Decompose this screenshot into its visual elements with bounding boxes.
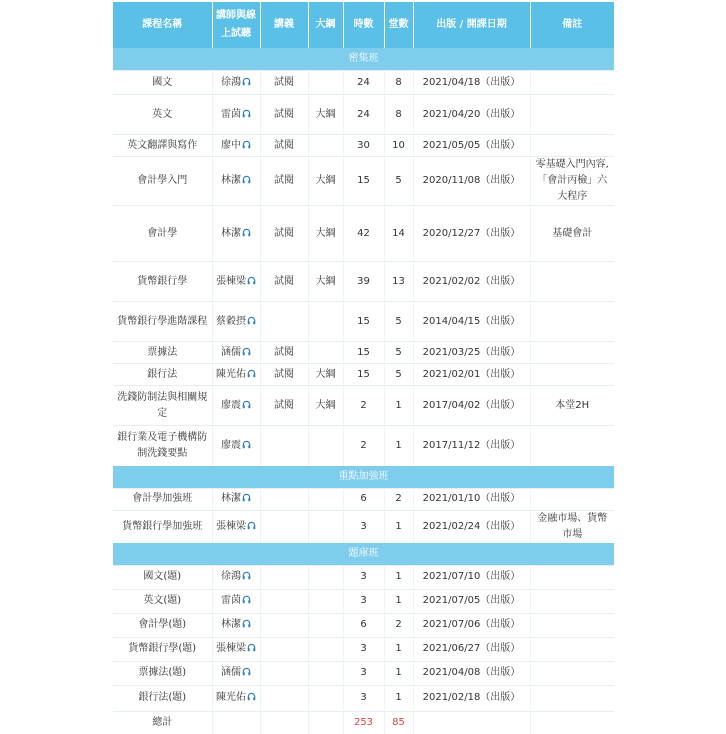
outline-link — [308, 71, 343, 95]
headphones-icon[interactable] — [247, 316, 256, 325]
outline-link — [308, 613, 343, 637]
hours-value: 3 — [343, 589, 384, 613]
teacher-name: 雷茵 — [221, 108, 241, 120]
outline-link[interactable]: 大綱 — [308, 157, 343, 206]
course-table — [113, 2, 614, 734]
total-empty — [212, 711, 260, 734]
handout-link[interactable]: 試閱 — [260, 135, 308, 157]
total-label: 總計 — [113, 711, 212, 734]
sessions-value: 8 — [384, 95, 413, 135]
hours-value: 3 — [343, 685, 384, 711]
hours-value: 3 — [343, 510, 384, 543]
date-value: 2021/04/20（出版） — [413, 95, 530, 135]
date-value: 2021/07/05（出版） — [413, 589, 530, 613]
teacher-name: 廖中 — [221, 139, 241, 151]
course-name: 票據法(題) — [113, 661, 212, 685]
table-row — [113, 135, 614, 157]
table-row — [113, 302, 614, 342]
handout-link[interactable]: 試閱 — [260, 386, 308, 426]
teacher-cell[interactable] — [212, 157, 260, 206]
date-value: 2021/03/25（出版） — [413, 342, 530, 364]
date-value: 2021/04/18（出版） — [413, 71, 530, 95]
date-value: 2020/11/08（出版） — [413, 157, 530, 206]
teacher-name: 涵儒 — [221, 667, 241, 678]
headphones-icon[interactable] — [247, 276, 256, 285]
course-name: 銀行法 — [113, 364, 212, 386]
course-name: 貨幣銀行學 — [113, 262, 212, 302]
table-row — [113, 386, 614, 426]
course-name: 英文 — [113, 95, 212, 135]
date-value: 2014/04/15（出版） — [413, 302, 530, 342]
teacher-cell[interactable] — [212, 262, 260, 302]
outline-link — [308, 426, 343, 466]
table-row — [113, 157, 614, 206]
sessions-value: 1 — [384, 510, 413, 543]
headphones-icon[interactable] — [242, 109, 251, 118]
headphones-icon[interactable] — [242, 571, 251, 580]
table-row — [113, 262, 614, 302]
note-value — [530, 95, 614, 135]
handout-link — [260, 302, 308, 342]
headphones-icon[interactable] — [242, 440, 251, 449]
sessions-value: 14 — [384, 206, 413, 262]
sessions-value: 1 — [384, 637, 413, 661]
headphones-icon[interactable] — [247, 643, 256, 652]
date-value: 2021/01/10（出版） — [413, 488, 530, 510]
outline-link — [308, 589, 343, 613]
teacher-cell[interactable] — [212, 637, 260, 661]
teacher-cell[interactable] — [212, 589, 260, 613]
total-empty — [308, 711, 343, 734]
hours-value: 15 — [343, 157, 384, 206]
table-row — [113, 510, 614, 543]
table-row — [113, 565, 614, 589]
teacher-name: 張棟梁 — [216, 520, 246, 532]
sessions-value: 2 — [384, 613, 413, 637]
handout-link[interactable]: 試閱 — [260, 157, 308, 206]
date-value: 2020/12/27（出版） — [413, 206, 530, 262]
outline-link — [308, 135, 343, 157]
teacher-name: 張棟梁 — [216, 643, 246, 654]
date-value: 2021/07/06（出版） — [413, 613, 530, 637]
note-value — [530, 685, 614, 711]
note-value — [530, 342, 614, 364]
date-value: 2021/04/08（出版） — [413, 661, 530, 685]
outline-link — [308, 302, 343, 342]
sessions-value: 1 — [384, 589, 413, 613]
headphones-icon[interactable] — [242, 140, 251, 149]
teacher-cell[interactable] — [212, 71, 260, 95]
course-name: 英文翻譯與寫作 — [113, 135, 212, 157]
teacher-cell[interactable] — [212, 342, 260, 364]
date-value: 2017/11/12（出版） — [413, 426, 530, 466]
outline-link[interactable]: 大綱 — [308, 262, 343, 302]
handout-link[interactable]: 試閱 — [260, 206, 308, 262]
note-value — [530, 262, 614, 302]
total-empty — [530, 711, 614, 734]
section-row — [113, 466, 614, 489]
table-row — [113, 206, 614, 262]
note-value — [530, 71, 614, 95]
teacher-cell[interactable] — [212, 426, 260, 466]
course-name: 銀行業及電子機構防制洗錢要點 — [113, 426, 212, 466]
note-value: 基礎會計 — [530, 206, 614, 262]
outline-link[interactable]: 大綱 — [308, 206, 343, 262]
teacher-name: 陳光佑 — [216, 692, 246, 703]
date-value: 2021/02/02（出版） — [413, 262, 530, 302]
handout-link[interactable]: 試閱 — [260, 71, 308, 95]
teacher-cell[interactable] — [212, 510, 260, 543]
teacher-cell[interactable] — [212, 685, 260, 711]
headphones-icon[interactable] — [242, 175, 251, 184]
table-row — [113, 661, 614, 685]
sessions-value: 1 — [384, 565, 413, 589]
handout-link — [260, 661, 308, 685]
header-hours: 時數 — [343, 2, 384, 48]
section-title: 密集班 — [113, 48, 614, 71]
outline-link — [308, 637, 343, 661]
table-row — [113, 364, 614, 386]
sessions-value: 1 — [384, 685, 413, 711]
note-value: 金融市場、貨幣市場 — [530, 510, 614, 543]
date-value: 2021/07/10（出版） — [413, 565, 530, 589]
hours-value: 2 — [343, 426, 384, 466]
note-value: 本堂2H — [530, 386, 614, 426]
teacher-name: 張棟梁 — [216, 275, 246, 287]
sessions-value: 5 — [384, 342, 413, 364]
sessions-value: 1 — [384, 386, 413, 426]
note-value — [530, 613, 614, 637]
outline-link — [308, 565, 343, 589]
header-teacher: 講師與線上試聽 — [212, 2, 260, 48]
hours-value: 2 — [343, 386, 384, 426]
hours-value: 6 — [343, 613, 384, 637]
course-name: 會計學入門 — [113, 157, 212, 206]
date-value: 2017/04/02（出版） — [413, 386, 530, 426]
header-sessions: 堂數 — [384, 2, 413, 48]
teacher-cell[interactable] — [212, 135, 260, 157]
teacher-name: 廖震 — [221, 439, 241, 451]
handout-link — [260, 510, 308, 543]
table-row — [113, 613, 614, 637]
course-name: 洗錢防制法與相關規定 — [113, 386, 212, 426]
outline-link — [308, 488, 343, 510]
course-name: 國文(題) — [113, 565, 212, 589]
section-row — [113, 48, 614, 71]
headphones-icon[interactable] — [247, 692, 256, 701]
teacher-name: 林潔 — [221, 493, 241, 504]
table-row — [113, 637, 614, 661]
handout-link — [260, 685, 308, 711]
note-value — [530, 135, 614, 157]
teacher-name: 陳光佑 — [216, 368, 246, 380]
header-note: 備註 — [530, 2, 614, 48]
date-value: 2021/02/18（出版） — [413, 685, 530, 711]
hours-value: 6 — [343, 488, 384, 510]
teacher-name: 林潔 — [221, 227, 241, 239]
total-sessions: 85 — [384, 711, 413, 734]
sessions-value: 5 — [384, 157, 413, 206]
note-value — [530, 637, 614, 661]
outline-link[interactable]: 大綱 — [308, 364, 343, 386]
headphones-icon[interactable] — [242, 493, 251, 502]
hours-value: 3 — [343, 637, 384, 661]
handout-link[interactable]: 試閱 — [260, 95, 308, 135]
table-row — [113, 71, 614, 95]
teacher-name: 徐鴻 — [221, 76, 241, 88]
outline-link — [308, 661, 343, 685]
course-name: 會計學加強班 — [113, 488, 212, 510]
date-value: 2021/02/01（出版） — [413, 364, 530, 386]
header-course: 課程名稱 — [113, 2, 212, 48]
handout-link — [260, 637, 308, 661]
hours-value: 15 — [343, 302, 384, 342]
total-empty — [413, 711, 530, 734]
header-row — [113, 2, 614, 48]
teacher-cell[interactable] — [212, 302, 260, 342]
course-name: 貨幣銀行學進階課程 — [113, 302, 212, 342]
sessions-value: 1 — [384, 661, 413, 685]
total-row — [113, 711, 614, 734]
headphones-icon[interactable] — [242, 347, 251, 356]
outline-link[interactable]: 大綱 — [308, 95, 343, 135]
section-row — [113, 543, 614, 566]
table-row — [113, 685, 614, 711]
teacher-cell[interactable] — [212, 206, 260, 262]
outline-link — [308, 510, 343, 543]
teacher-cell[interactable] — [212, 661, 260, 685]
headphones-icon[interactable] — [242, 228, 251, 237]
sessions-value: 2 — [384, 488, 413, 510]
course-name: 會計學 — [113, 206, 212, 262]
sessions-value: 1 — [384, 426, 413, 466]
hours-value: 15 — [343, 342, 384, 364]
teacher-name: 蔡穀摂 — [216, 315, 246, 327]
handout-link[interactable]: 試閱 — [260, 342, 308, 364]
handout-link — [260, 426, 308, 466]
course-name: 貨幣銀行學加強班 — [113, 510, 212, 543]
teacher-cell[interactable] — [212, 95, 260, 135]
note-value — [530, 488, 614, 510]
date-value: 2021/06/27（出版） — [413, 637, 530, 661]
date-value: 2021/02/24（出版） — [413, 510, 530, 543]
hours-value: 3 — [343, 661, 384, 685]
note-value — [530, 364, 614, 386]
course-name: 銀行法(題) — [113, 685, 212, 711]
section-title: 重點加強班 — [113, 466, 614, 489]
sessions-value: 8 — [384, 71, 413, 95]
header-outline: 大綱 — [308, 2, 343, 48]
teacher-name: 林潔 — [221, 619, 241, 630]
headphones-icon[interactable] — [242, 595, 251, 604]
hours-value: 39 — [343, 262, 384, 302]
handout-link — [260, 488, 308, 510]
outline-link — [308, 685, 343, 711]
sessions-value: 5 — [384, 302, 413, 342]
headphones-icon[interactable] — [242, 77, 251, 86]
handout-link — [260, 565, 308, 589]
table-row — [113, 95, 614, 135]
headphones-icon[interactable] — [242, 667, 251, 676]
handout-link — [260, 589, 308, 613]
header-handout: 講義 — [260, 2, 308, 48]
hours-value: 42 — [343, 206, 384, 262]
course-table-container — [113, 2, 614, 734]
hours-value: 30 — [343, 135, 384, 157]
headphones-icon[interactable] — [247, 521, 256, 530]
hours-value: 3 — [343, 565, 384, 589]
teacher-name: 雷茵 — [221, 595, 241, 606]
course-name: 英文(題) — [113, 589, 212, 613]
outline-link — [308, 342, 343, 364]
table-row — [113, 589, 614, 613]
teacher-cell[interactable] — [212, 386, 260, 426]
table-row — [113, 488, 614, 510]
course-name: 票據法 — [113, 342, 212, 364]
headphones-icon[interactable] — [247, 369, 256, 378]
handout-link[interactable]: 試閱 — [260, 364, 308, 386]
hours-value: 15 — [343, 364, 384, 386]
teacher-cell[interactable] — [212, 364, 260, 386]
teacher-name: 涵儒 — [221, 346, 241, 358]
teacher-name: 徐鴻 — [221, 571, 241, 582]
note-value: 零基礎入門內容,「會計丙檢」六大程序 — [530, 157, 614, 206]
header-date: 出版 / 開課日期 — [413, 2, 530, 48]
note-value — [530, 426, 614, 466]
sessions-value: 5 — [384, 364, 413, 386]
note-value — [530, 589, 614, 613]
headphones-icon[interactable] — [242, 619, 251, 628]
total-empty — [260, 711, 308, 734]
hours-value: 24 — [343, 95, 384, 135]
sessions-value: 13 — [384, 262, 413, 302]
headphones-icon[interactable] — [242, 400, 251, 409]
teacher-cell[interactable] — [212, 613, 260, 637]
table-row — [113, 426, 614, 466]
table-row — [113, 342, 614, 364]
outline-link[interactable]: 大綱 — [308, 386, 343, 426]
handout-link[interactable]: 試閱 — [260, 262, 308, 302]
note-value — [530, 661, 614, 685]
hours-value: 24 — [343, 71, 384, 95]
handout-link — [260, 613, 308, 637]
course-name: 貨幣銀行學(題) — [113, 637, 212, 661]
teacher-cell[interactable] — [212, 565, 260, 589]
section-title: 題庫班 — [113, 543, 614, 566]
teacher-name: 廖震 — [221, 399, 241, 411]
total-hours: 253 — [343, 711, 384, 734]
note-value — [530, 565, 614, 589]
sessions-value: 10 — [384, 135, 413, 157]
note-value — [530, 302, 614, 342]
teacher-cell[interactable] — [212, 488, 260, 510]
course-name: 會計學(題) — [113, 613, 212, 637]
course-name: 國文 — [113, 71, 212, 95]
teacher-name: 林潔 — [221, 175, 241, 186]
date-value: 2021/05/05（出版） — [413, 135, 530, 157]
